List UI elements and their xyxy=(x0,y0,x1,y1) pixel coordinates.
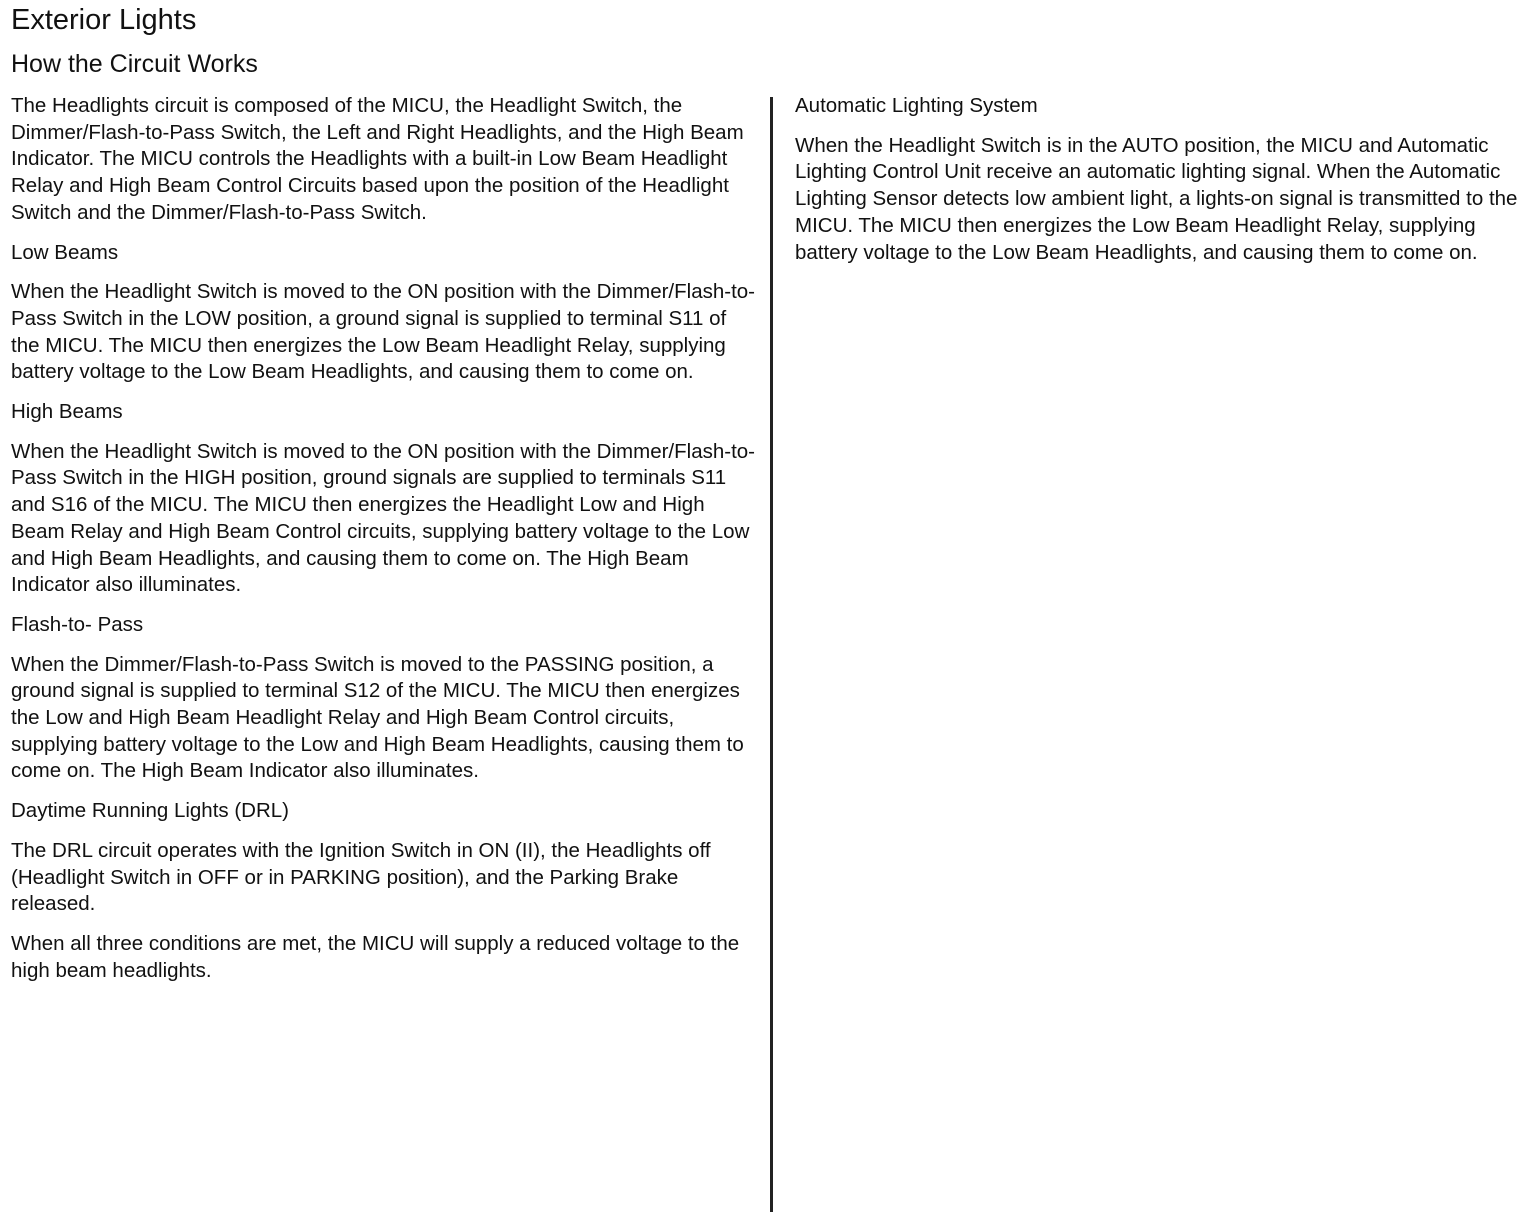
high-beams-paragraph: When the Headlight Switch is moved to the ON position with the Dimmer/Flash-to-Pass Switch in the HIGH position, ground signals are supplied to terminals S11 and S16 of the MICU. The MICU then energizes the Headlight Low and High Beam Relay and High Beam Control circuits, supplying battery voltage to the Low and High Beam Headlights, and causing them to come on. The High Beam Indicator also illuminates. xyxy=(11,439,755,597)
right-column xyxy=(795,93,1530,279)
automatic-lighting-heading: Automatic Lighting System xyxy=(795,94,1038,117)
low-beams-paragraph: When the Headlight Switch is moved to the ON position with the Dimmer/Flash-to-Pass Switch in the LOW position, a ground signal is supplied to terminal S11 of the MICU. The MICU then energizes the Low Beam Headlight Relay, supplying battery voltage to the Low Beam Headlights, and causing them to come on. xyxy=(11,280,755,384)
left-column xyxy=(11,93,756,997)
intro-paragraph: The Headlights circuit is composed of the MICU, the Headlight Switch, the Dimmer/Flash-to-Pass Switch, the Left and Right Headlights, and the High Beam Indicator. The MICU controls the Headlights with a built-in Low Beam Headlight Relay and High Beam Control Circuits based upon the position of the Headlight Switch and the Dimmer/Flash-to-Pass Switch. xyxy=(11,94,744,224)
drl-paragraph-1: The DRL circuit operates with the Ignition Switch in ON (II), the Headlights off (Headlight Switch in OFF or in PARKING position), and the Parking Brake released. xyxy=(11,838,711,916)
section-title: How the Circuit Works xyxy=(11,50,258,78)
page-title: Exterior Lights xyxy=(11,4,197,36)
high-beams-heading: High Beams xyxy=(11,400,123,424)
drl-heading: Daytime Running Lights (DRL) xyxy=(11,799,290,823)
flash-to-pass-heading: Flash-to- Pass xyxy=(11,612,144,636)
drl-paragraph-2: When all three conditions are met, the MICU will supply a reduced voltage to the high beam headlights. xyxy=(11,931,740,982)
automatic-lighting-paragraph: When the Headlight Switch is in the AUTO position, the MICU and Automatic Lighting Control Unit receive an automatic lighting signal. When the Automatic Lighting Sensor detects low ambient light, a lights-on signal is transmitted to the MICU. The MICU then energizes the Low Beam Headlight Relay, supplying battery voltage to the Low Beam Headlights, and causing them to come on. xyxy=(795,133,1518,264)
column-divider xyxy=(770,97,773,1212)
flash-to-pass-paragraph: When the Dimmer/Flash-to-Pass Switch is moved to the PASSING position, a ground signal is supplied to terminal S12 of the MICU. The MICU then energizes the Low and High Beam Headlight Relay and High Beam Control circuits, supplying battery voltage to the Low and High Beam Headlights, causing them to come on. The High Beam Indicator also illuminates. xyxy=(11,652,744,783)
low-beams-heading: Low Beams xyxy=(11,240,119,264)
